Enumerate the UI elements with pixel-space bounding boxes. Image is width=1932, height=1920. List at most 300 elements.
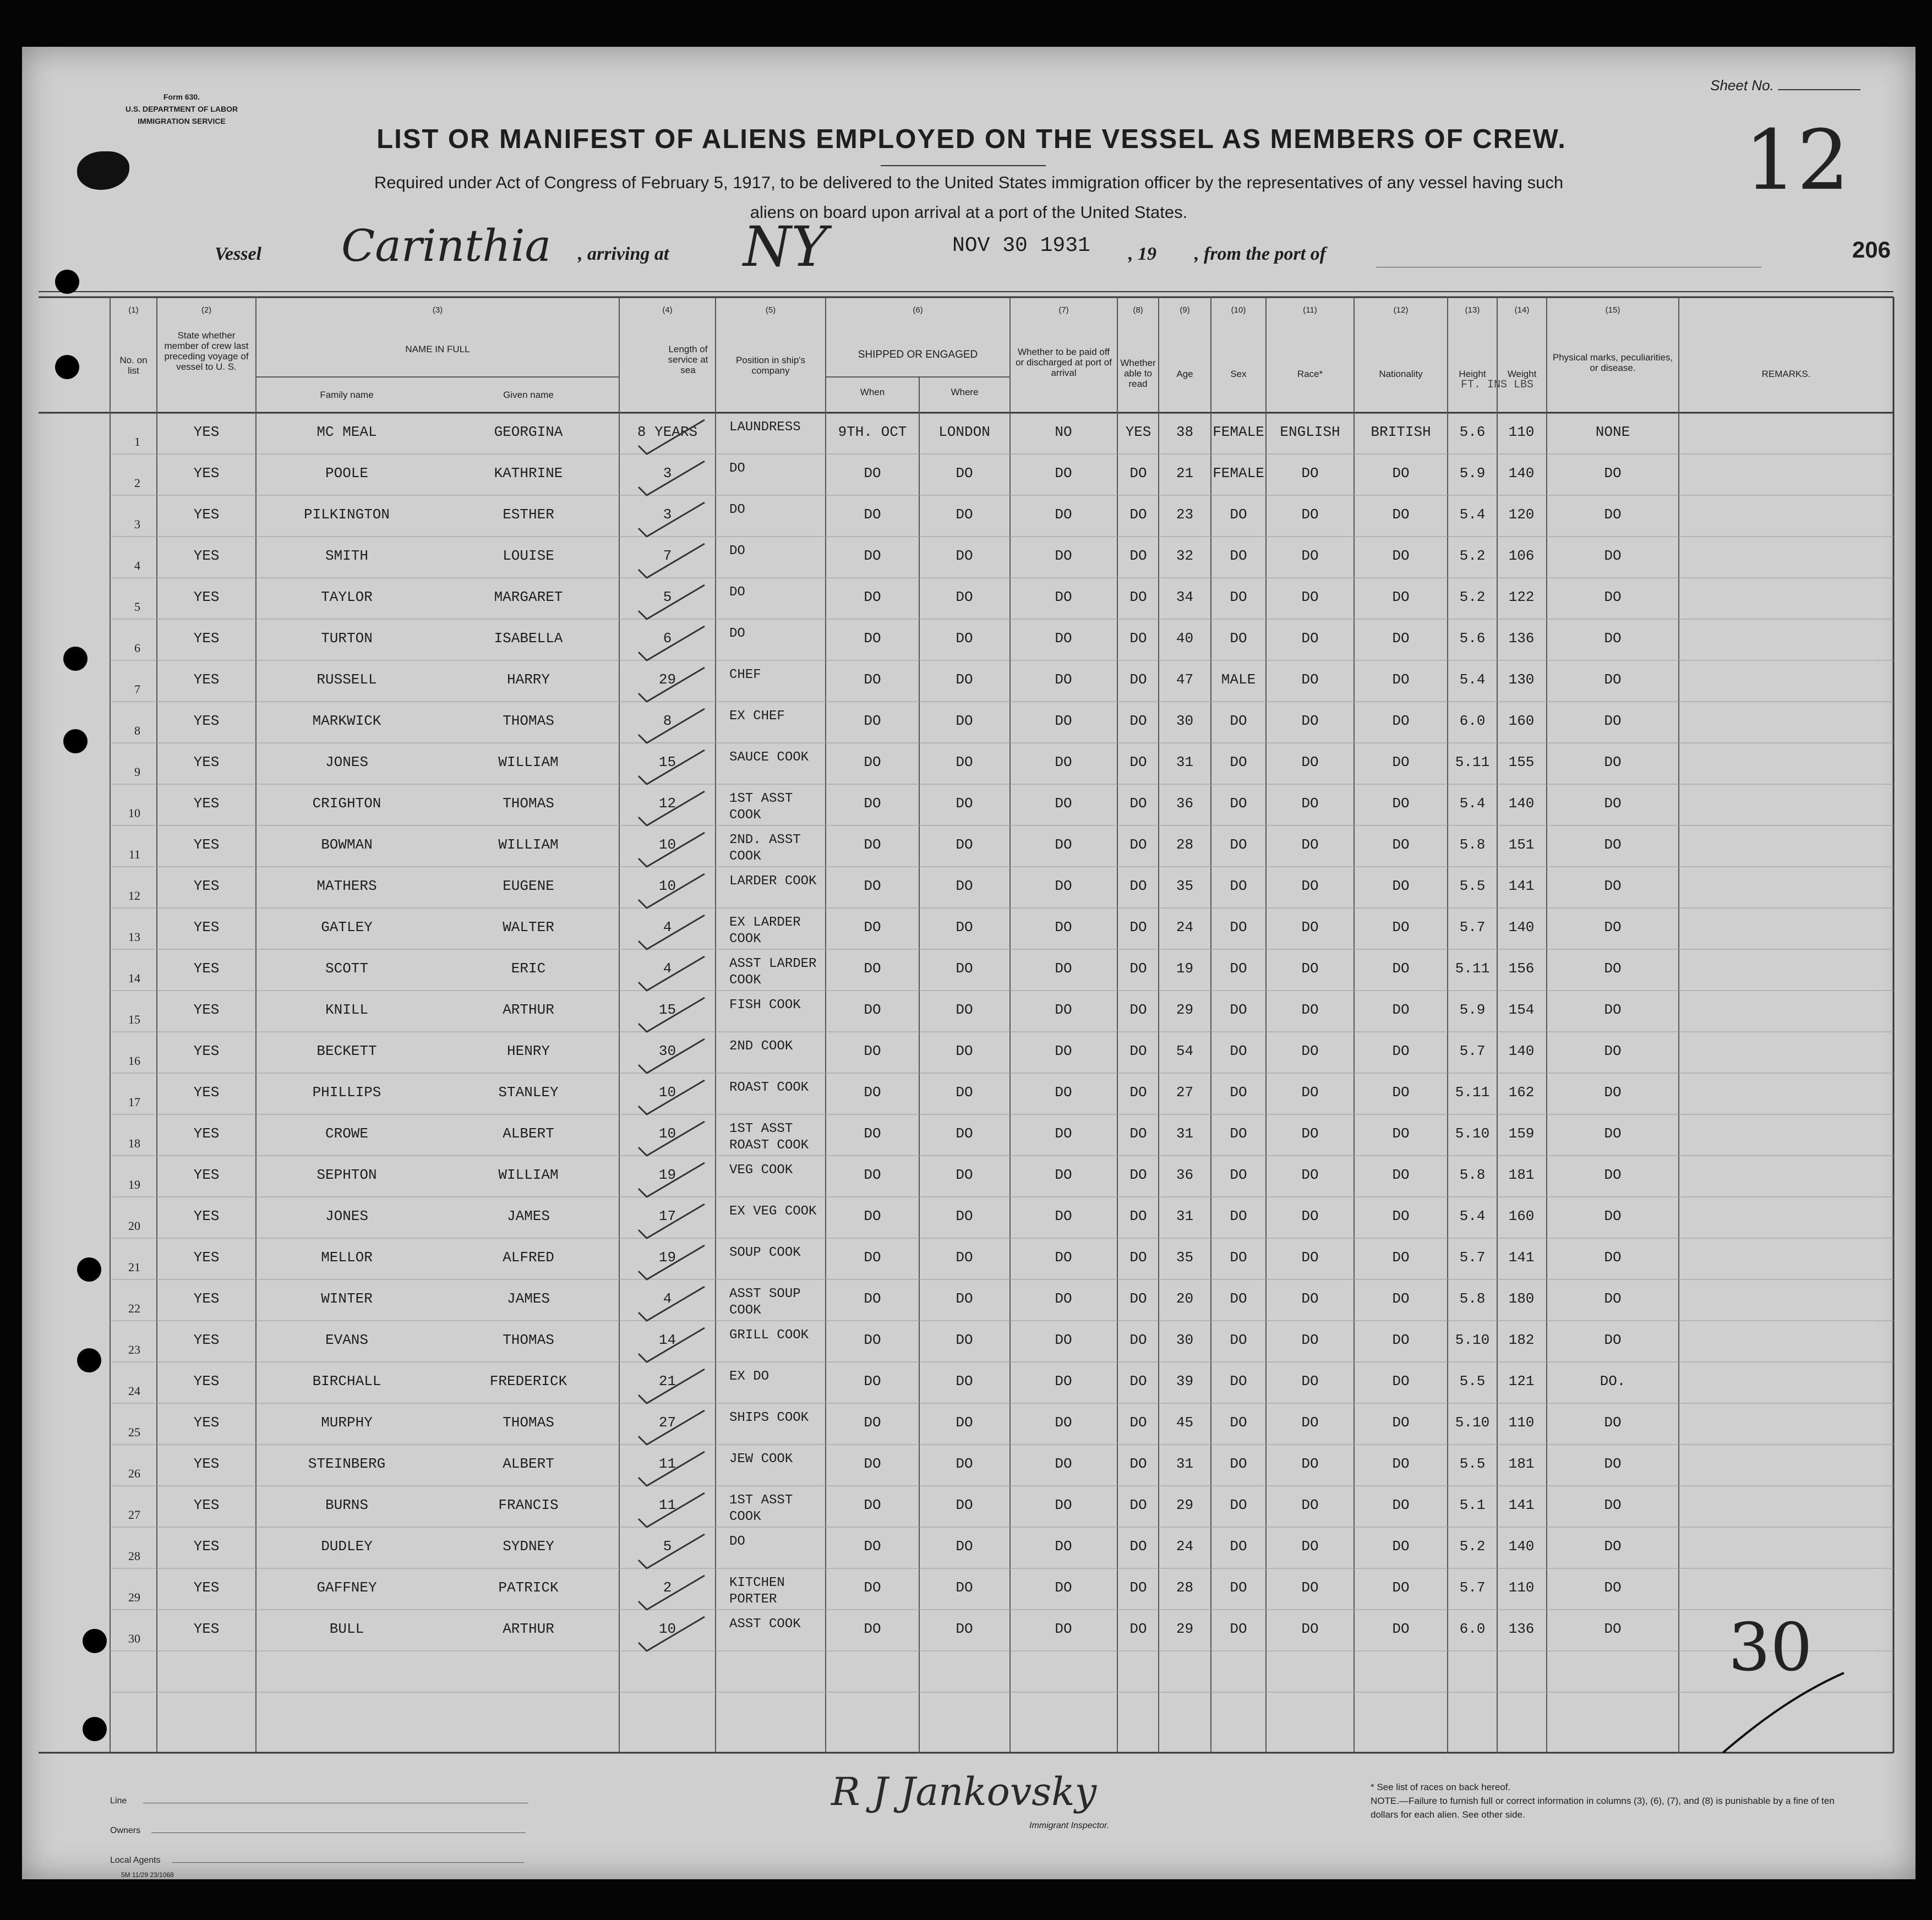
cell-sex: DO [1230,589,1247,605]
cell-phys: DO [1604,548,1622,564]
cell-weight: 181 [1508,1456,1535,1472]
cell-race: DO [1301,1208,1319,1224]
service-name: IMMIGRATION SERVICE [138,117,226,125]
cell-position: CHEF [729,668,761,682]
check-mark [633,911,710,955]
cell-phys: DO [1604,1456,1622,1472]
column-number: (4) [662,305,673,315]
cell-position: EX CHEF [729,709,785,724]
cell-sex: DO [1230,1002,1247,1018]
check-mark [633,1489,710,1533]
cell-crew: YES [193,713,220,729]
cell-height: 5.7 [1459,1249,1486,1266]
cell-height: 5.7 [1459,1579,1486,1596]
cell-phys: DO [1604,836,1622,853]
cell-crew: YES [193,671,220,688]
cell-when: DO [864,1456,881,1472]
cell-height: 5.11 [1455,1084,1490,1101]
cell-given: THOMAS [503,713,554,729]
cell-nat: DO [1392,1332,1410,1348]
cell-race: DO [1301,919,1319,936]
column-number: (2) [201,305,212,315]
cell-family: SEPHTON [316,1167,377,1183]
header-weight: Weight [1507,369,1537,379]
cell-crew: YES [193,836,220,853]
cell-read: DO [1129,1414,1147,1431]
cell-paid: DO [1055,1373,1072,1390]
cell-where: DO [956,754,973,770]
cell-read: DO [1129,713,1147,729]
cell-where: DO [956,960,973,977]
check-mark [633,746,710,790]
cell-nat: DO [1392,1579,1410,1596]
cell-read: DO [1129,1290,1147,1307]
cell-phys: DO [1604,1208,1622,1224]
cell-position: KITCHEN PORTER [729,1576,785,1607]
manifest-title: LIST OR MANIFEST OF ALIENS EMPLOYED ON THE VESSEL AS MEMBERS OF CREW. [376,124,1567,154]
cell-paid: NO [1055,424,1072,440]
cell-weight: 140 [1508,465,1535,482]
cell-height: 5.4 [1459,506,1486,523]
cell-service: 8 YEARS [637,424,698,440]
cell-height: 5.4 [1459,671,1486,688]
cell-service: 29 [658,671,676,688]
cell-age: 31 [1176,1125,1194,1142]
cell-weight: 180 [1508,1290,1535,1307]
cell-when: DO [864,1002,881,1018]
cell-weight: 141 [1508,1497,1535,1513]
row-number: 21 [128,1260,140,1274]
sheet-number: 12 [1744,113,1849,209]
row-number: 7 [134,682,140,696]
header-no-on-list: No. on list [119,355,148,376]
cell-race: DO [1301,1456,1319,1472]
cell-service: 7 [663,548,672,564]
cell-when: DO [864,630,881,647]
cell-family: KNILL [325,1002,368,1018]
cell-where: DO [956,1538,973,1555]
cell-sex: DO [1230,1497,1247,1513]
cell-where: DO [956,465,973,482]
header-when: When [860,387,885,397]
cell-sex: DO [1230,836,1247,853]
cell-position: 1ST ASST COOK [729,1493,793,1524]
cell-weight: 156 [1508,960,1535,977]
cell-crew: YES [193,465,220,482]
cell-weight: 122 [1508,589,1535,605]
cell-family: MELLOR [321,1249,373,1266]
cell-paid: DO [1055,1002,1072,1018]
cell-family: BIRCHALL [312,1373,381,1390]
column-number: (6) [913,305,923,315]
cell-paid: DO [1055,713,1072,729]
cell-age: 28 [1176,836,1194,853]
cell-height: 5.8 [1459,1167,1486,1183]
cell-crew: YES [193,1290,220,1307]
binder-hole [63,647,88,671]
agents-label: Local Agents [110,1856,161,1865]
header-family-name: Family name [320,390,374,400]
cell-nat: DO [1392,754,1410,770]
cell-weight: 120 [1508,506,1535,523]
vessel-name: Carinthia [341,220,552,271]
cell-paid: DO [1055,960,1072,977]
check-mark [633,1323,710,1367]
check-mark [633,1406,710,1450]
cell-sex: DO [1230,919,1247,936]
cell-nat: DO [1392,1249,1410,1266]
cell-given: ERIC [511,960,546,977]
cell-paid: DO [1055,1332,1072,1348]
row-number: 14 [128,971,140,985]
cell-read: DO [1129,960,1147,977]
margin-total: 30 [1728,1610,1813,1686]
cell-age: 40 [1176,630,1194,647]
column-number: (15) [1605,305,1620,315]
row-number: 1 [134,435,140,448]
cell-weight: 162 [1508,1084,1535,1101]
cell-age: 39 [1176,1373,1194,1390]
cell-paid: DO [1055,671,1072,688]
row-number: 22 [128,1301,140,1315]
row-number: 27 [128,1508,140,1522]
cell-service: 4 [663,919,672,936]
cell-age: 38 [1176,424,1194,440]
cell-weight: 130 [1508,671,1535,688]
cell-read: DO [1129,548,1147,564]
cell-race: DO [1301,506,1319,523]
cell-weight: 151 [1508,836,1535,853]
cell-service: 12 [658,795,676,812]
cell-weight: 181 [1508,1167,1535,1183]
check-mark [633,952,710,996]
cell-when: DO [864,589,881,605]
cell-height: 5.1 [1459,1497,1486,1513]
cell-family: STEINBERG [308,1456,386,1472]
cell-age: 24 [1176,1538,1194,1555]
header-position: Position in ship's company [735,355,806,376]
row-number: 11 [128,847,140,861]
cell-read: DO [1129,671,1147,688]
cell-weight: 154 [1508,1002,1535,1018]
cell-given: ALBERT [503,1456,554,1472]
cell-sex: DO [1230,548,1247,564]
cell-sex: DO [1230,1290,1247,1307]
cell-where: DO [956,548,973,564]
cell-nat: DO [1392,1538,1410,1555]
manifest-rows [22,47,1915,1879]
cell-age: 19 [1176,960,1194,977]
cell-read: DO [1129,836,1147,853]
cell-age: 54 [1176,1043,1194,1059]
cell-weight: 106 [1508,548,1535,564]
inspector-label: Immigrant Inspector. [1029,1821,1110,1830]
cell-height: 6.0 [1459,713,1486,729]
cell-sex: FEMALE [1213,424,1264,440]
cell-height: 5.6 [1459,630,1486,647]
department-name: U.S. DEPARTMENT OF LABOR [125,105,238,113]
check-mark [633,1571,710,1615]
cell-crew: YES [193,1414,220,1431]
header-units: FT. INS LBS [1460,379,1534,391]
cell-age: 31 [1176,1208,1194,1224]
row-number: 24 [128,1384,140,1398]
cell-crew: YES [193,424,220,440]
cell-where: DO [956,878,973,894]
cell-crew: YES [193,1208,220,1224]
column-number: (13) [1465,305,1480,315]
cell-height: 5.10 [1455,1332,1490,1348]
cell-sex: DO [1230,878,1247,894]
cell-service: 10 [658,1621,676,1637]
cell-family: GAFFNEY [316,1579,377,1596]
cell-sex: DO [1230,1167,1247,1183]
cell-phys: NONE [1595,424,1630,440]
column-number: (11) [1303,305,1317,315]
cell-phys: DO [1604,713,1622,729]
cell-where: DO [956,1579,973,1596]
cell-given: PATRICK [498,1579,559,1596]
cell-nat: DO [1392,630,1410,647]
cell-race: DO [1301,878,1319,894]
cell-phys: DO [1604,960,1622,977]
cell-age: 32 [1176,548,1194,564]
cell-family: TAYLOR [321,589,373,605]
cell-race: DO [1301,1373,1319,1390]
cell-sex: DO [1230,1373,1247,1390]
cell-sex: DO [1230,960,1247,977]
row-number: 19 [128,1178,140,1191]
cell-where: DO [956,1621,973,1637]
cell-when: DO [864,795,881,812]
cell-paid: DO [1055,465,1072,482]
cell-service: 10 [658,836,676,853]
cell-read: DO [1129,1125,1147,1142]
cell-age: 29 [1176,1002,1194,1018]
cell-phys: DO [1604,630,1622,647]
cell-position: ASST SOUP COOK [729,1287,801,1318]
cell-nat: DO [1392,836,1410,853]
row-number: 17 [128,1095,140,1109]
cell-crew: YES [193,1579,220,1596]
cell-sex: DO [1230,713,1247,729]
cell-position: 2ND. ASST COOK [729,833,801,864]
cell-weight: 160 [1508,1208,1535,1224]
binder-hole [83,1717,107,1741]
inspector-signature: R J Jankovsky [831,1769,1097,1814]
cell-given: THOMAS [503,1414,554,1431]
cell-age: 34 [1176,589,1194,605]
cell-service: 15 [658,754,676,770]
cell-age: 29 [1176,1497,1194,1513]
cell-age: 21 [1176,465,1194,482]
cell-phys: DO [1604,754,1622,770]
cell-service: 21 [658,1373,676,1390]
cell-phys: DO [1604,1579,1622,1596]
cell-crew: YES [193,1621,220,1637]
cell-crew: YES [193,1167,220,1183]
cell-height: 5.8 [1459,836,1486,853]
header-remarks: REMARKS. [1761,369,1811,379]
check-mark [633,1530,710,1574]
cell-nat: BRITISH [1371,424,1431,440]
header-sex: Sex [1230,369,1247,379]
cell-read: DO [1129,754,1147,770]
cell-given: WILLIAM [498,836,559,853]
cell-nat: DO [1392,1208,1410,1224]
cell-nat: DO [1392,465,1410,482]
cell-race: DO [1301,1579,1319,1596]
cell-weight: 121 [1508,1373,1535,1390]
cell-read: DO [1129,506,1147,523]
cell-position: ASST LARDER COOK [729,956,817,988]
cell-weight: 140 [1508,1538,1535,1555]
header-shipped: SHIPPED OR ENGAGED [858,349,978,360]
cell-paid: DO [1055,754,1072,770]
races-note: * See list of races on back hereof. [1371,1782,1511,1792]
cell-crew: YES [193,878,220,894]
check-mark [633,415,710,460]
cell-sex: DO [1230,1538,1247,1555]
cell-given: FREDERICK [489,1373,567,1390]
cell-when: DO [864,1497,881,1513]
cell-phys: DO [1604,878,1622,894]
cell-nat: DO [1392,1002,1410,1018]
cell-position: SAUCE COOK [729,750,809,765]
check-mark [633,1076,710,1120]
check-mark [633,828,710,872]
cell-phys: DO [1604,1290,1622,1307]
cell-age: 24 [1176,919,1194,936]
row-number: 13 [128,930,140,944]
cell-given: ARTHUR [503,1621,554,1637]
row-number: 26 [128,1467,140,1480]
cell-crew: YES [193,506,220,523]
check-mark [633,581,710,625]
cell-race: DO [1301,1621,1319,1637]
cell-read: DO [1129,1208,1147,1224]
cell-weight: 160 [1508,713,1535,729]
cell-race: DO [1301,1249,1319,1266]
cell-phys: DO [1604,506,1622,523]
check-mark [633,539,710,583]
cell-position: 1ST ASST COOK [729,791,793,823]
cell-race: DO [1301,1043,1319,1059]
cell-service: 11 [658,1456,676,1472]
cell-age: 36 [1176,795,1194,812]
header-length-service: Length of service at sea [668,344,708,375]
cell-read: DO [1129,589,1147,605]
cell-sex: DO [1230,1456,1247,1472]
cell-family: BECKETT [316,1043,377,1059]
cell-height: 5.4 [1459,1208,1486,1224]
cell-family: PHILLIPS [312,1084,381,1101]
row-number: 29 [128,1590,140,1604]
cell-nat: DO [1392,919,1410,936]
cell-crew: YES [193,1538,220,1555]
cell-nat: DO [1392,795,1410,812]
cell-age: 47 [1176,671,1194,688]
cell-phys: DO [1604,1043,1622,1059]
cell-where: DO [956,1002,973,1018]
cell-family: MC MEAL [316,424,377,440]
cell-family: PILKINGTON [303,506,390,523]
cell-nat: DO [1392,548,1410,564]
cell-position: DO [729,1534,745,1549]
cell-paid: DO [1055,878,1072,894]
cell-given: STANLEY [498,1084,559,1101]
cell-when: DO [864,919,881,936]
cell-race: DO [1301,960,1319,977]
cell-read: DO [1129,878,1147,894]
cell-family: JONES [325,754,368,770]
cell-sex: DO [1230,1249,1247,1266]
cell-crew: YES [193,1125,220,1142]
sheet-label: Sheet No. [1710,77,1774,94]
header-age: Age [1176,369,1193,379]
cell-height: 5.2 [1459,548,1486,564]
cell-crew: YES [193,919,220,936]
cell-race: DO [1301,836,1319,853]
cell-position: DO [729,502,745,517]
cell-nat: DO [1392,1043,1410,1059]
check-mark [633,1282,710,1326]
cell-read: DO [1129,1084,1147,1101]
cell-when: DO [864,1579,881,1596]
cell-given: HENRY [506,1043,550,1059]
row-number: 2 [134,476,140,490]
cell-sex: DO [1230,1043,1247,1059]
cell-paid: DO [1055,548,1072,564]
cell-where: DO [956,1497,973,1513]
arriving-label: , arriving at [578,244,669,264]
cell-given: MARGARET [494,589,563,605]
cell-service: 5 [663,1538,672,1555]
cell-crew: YES [193,548,220,564]
header-state-whether: State whether member of crew last preceding voyage of vessel to U. S. [164,330,249,372]
cell-given: HARRY [506,671,550,688]
cell-given: JAMES [506,1290,550,1307]
cell-where: DO [956,1373,973,1390]
header-able-read: Whether able to read [1120,358,1156,389]
header-race: Race* [1297,369,1323,379]
cell-height: 5.11 [1455,754,1490,770]
cell-given: THOMAS [503,1332,554,1348]
cell-nat: DO [1392,1414,1410,1431]
cell-given: SYDNEY [503,1538,554,1555]
cell-phys: DO [1604,1414,1622,1431]
cell-age: 29 [1176,1621,1194,1637]
header-name-in-full: NAME IN FULL [405,344,470,354]
owners-label: Owners [110,1826,141,1835]
check-mark [633,1035,710,1079]
cell-given: ARTHUR [503,1002,554,1018]
cell-when: DO [864,836,881,853]
cell-given: WILLIAM [498,1167,559,1183]
column-number: (7) [1058,305,1069,315]
cell-service: 11 [658,1497,676,1513]
check-mark [633,1241,710,1285]
cell-when: DO [864,1621,881,1637]
check-mark [633,1200,710,1244]
cell-crew: YES [193,960,220,977]
cell-where: DO [956,589,973,605]
cell-weight: 141 [1508,878,1535,894]
cell-age: 36 [1176,1167,1194,1183]
cell-race: DO [1301,1084,1319,1101]
cell-weight: 155 [1508,754,1535,770]
row-number: 3 [134,517,140,531]
